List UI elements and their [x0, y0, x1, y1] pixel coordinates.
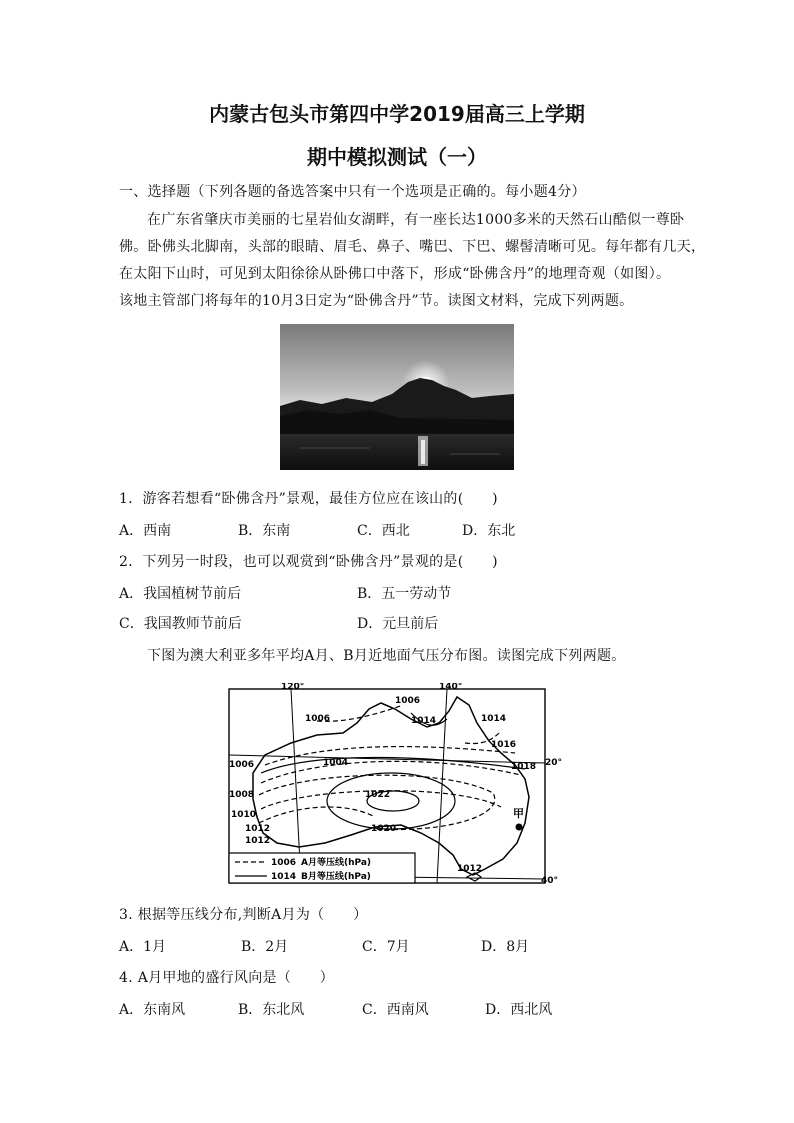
q3-stem: 3. 根据等压线分布,判断A月为（ ）	[119, 907, 368, 923]
isobar-label: 1012	[457, 864, 483, 874]
lat-label-40: 40°	[541, 876, 559, 886]
q3-option-a[interactable]: A．1月	[119, 939, 167, 955]
passage1-line4: 该地主管部门将每年的10月3日定为“卧佛含丹”节。读图文材料，完成下列两题。	[119, 293, 634, 309]
australia-isobar-map	[225, 683, 565, 888]
q2-stem: 2．下列另一时段，也可以观赏到“卧佛含丹”景观的是( )	[119, 554, 498, 570]
legend-a-text: A月等压线(hPa)	[301, 858, 372, 868]
isobar-label: 1004	[323, 758, 349, 768]
passage2: 下图为澳大利亚多年平均A月、B月近地面气压分布图。读图完成下列两题。	[147, 648, 626, 664]
isobar-label: 1006	[395, 696, 421, 706]
legend-a-value: 1006	[271, 858, 297, 868]
lon-label-140: 140°	[439, 683, 463, 692]
q4-option-c[interactable]: C．西南风	[362, 1002, 429, 1018]
sunset-photo	[280, 324, 514, 470]
isobar-label: 1006	[305, 714, 331, 724]
q4-stem: 4. A月甲地的盛行风向是（ ）	[119, 970, 335, 986]
q1-stem: 1．游客若想看“卧佛含丹”景观，最佳方位应在该山的( )	[119, 491, 498, 507]
q3-option-d[interactable]: D．8月	[481, 939, 530, 955]
isobar-label: 1022	[365, 790, 391, 800]
q1-option-c[interactable]: C．西北	[357, 523, 410, 539]
isobar-label: 1014	[411, 716, 437, 726]
q4-option-d[interactable]: D．西北风	[485, 1002, 553, 1018]
isobar-label: 1006	[229, 760, 255, 770]
q2-option-a[interactable]: A．我国植树节前后	[119, 586, 242, 602]
point-label-jia: 甲	[513, 807, 524, 820]
isobar-label: 1012	[245, 836, 271, 846]
legend-b-value: 1014	[271, 872, 297, 882]
isobar-label: 1010	[231, 810, 257, 820]
exam-title-line2: 期中模拟测试（一）	[307, 145, 487, 169]
lon-label-120: 120°	[281, 683, 305, 692]
isobar-label: 1012	[245, 824, 271, 834]
q3-option-b[interactable]: B．2月	[241, 939, 289, 955]
isobar-label: 1014	[481, 714, 507, 724]
q4-option-b[interactable]: B．东北风	[238, 1002, 305, 1018]
isobar-label: 1016	[491, 740, 517, 750]
point-jia-marker	[516, 824, 523, 831]
passage1-line1: 在广东省肇庆市美丽的七星岩仙女湖畔，有一座长达1000多米的天然石山酷似一尊卧	[147, 212, 685, 228]
legend-b-text: B月等压线(hPa)	[301, 872, 371, 882]
q1-option-b[interactable]: B．东南	[238, 523, 291, 539]
q1-option-a[interactable]: A．西南	[119, 523, 172, 539]
q1-option-d[interactable]: D．东北	[462, 523, 516, 539]
q2-option-d[interactable]: D．元旦前后	[357, 616, 439, 632]
isobar-label: 1020	[371, 824, 397, 834]
q2-option-b[interactable]: B．五一劳动节	[357, 586, 452, 602]
q4-option-a[interactable]: A．东南风	[119, 1002, 186, 1018]
q3-option-c[interactable]: C．7月	[362, 939, 410, 955]
q2-option-c[interactable]: C．我国教师节前后	[119, 616, 242, 632]
isobar-label: 1018	[511, 762, 537, 772]
passage1-line2: 佛。卧佛头北脚南，头部的眼睛、眉毛、鼻子、嘴巴、下巴、螺髻清晰可见。每年都有几天，	[119, 239, 706, 255]
passage1-line3: 在太阳下山时，可见到太阳徐徐从卧佛口中落下，形成“卧佛含丹”的地理奇观（如图）。	[119, 266, 671, 282]
exam-title-line1: 内蒙古包头市第四中学2019届高三上学期	[209, 102, 585, 126]
section-header: 一、选择题（下列各题的备选答案中只有一个选项是正确的。每小题4分）	[119, 184, 586, 200]
lat-label-20: 20°	[545, 758, 563, 768]
isobar-label: 1008	[229, 790, 255, 800]
